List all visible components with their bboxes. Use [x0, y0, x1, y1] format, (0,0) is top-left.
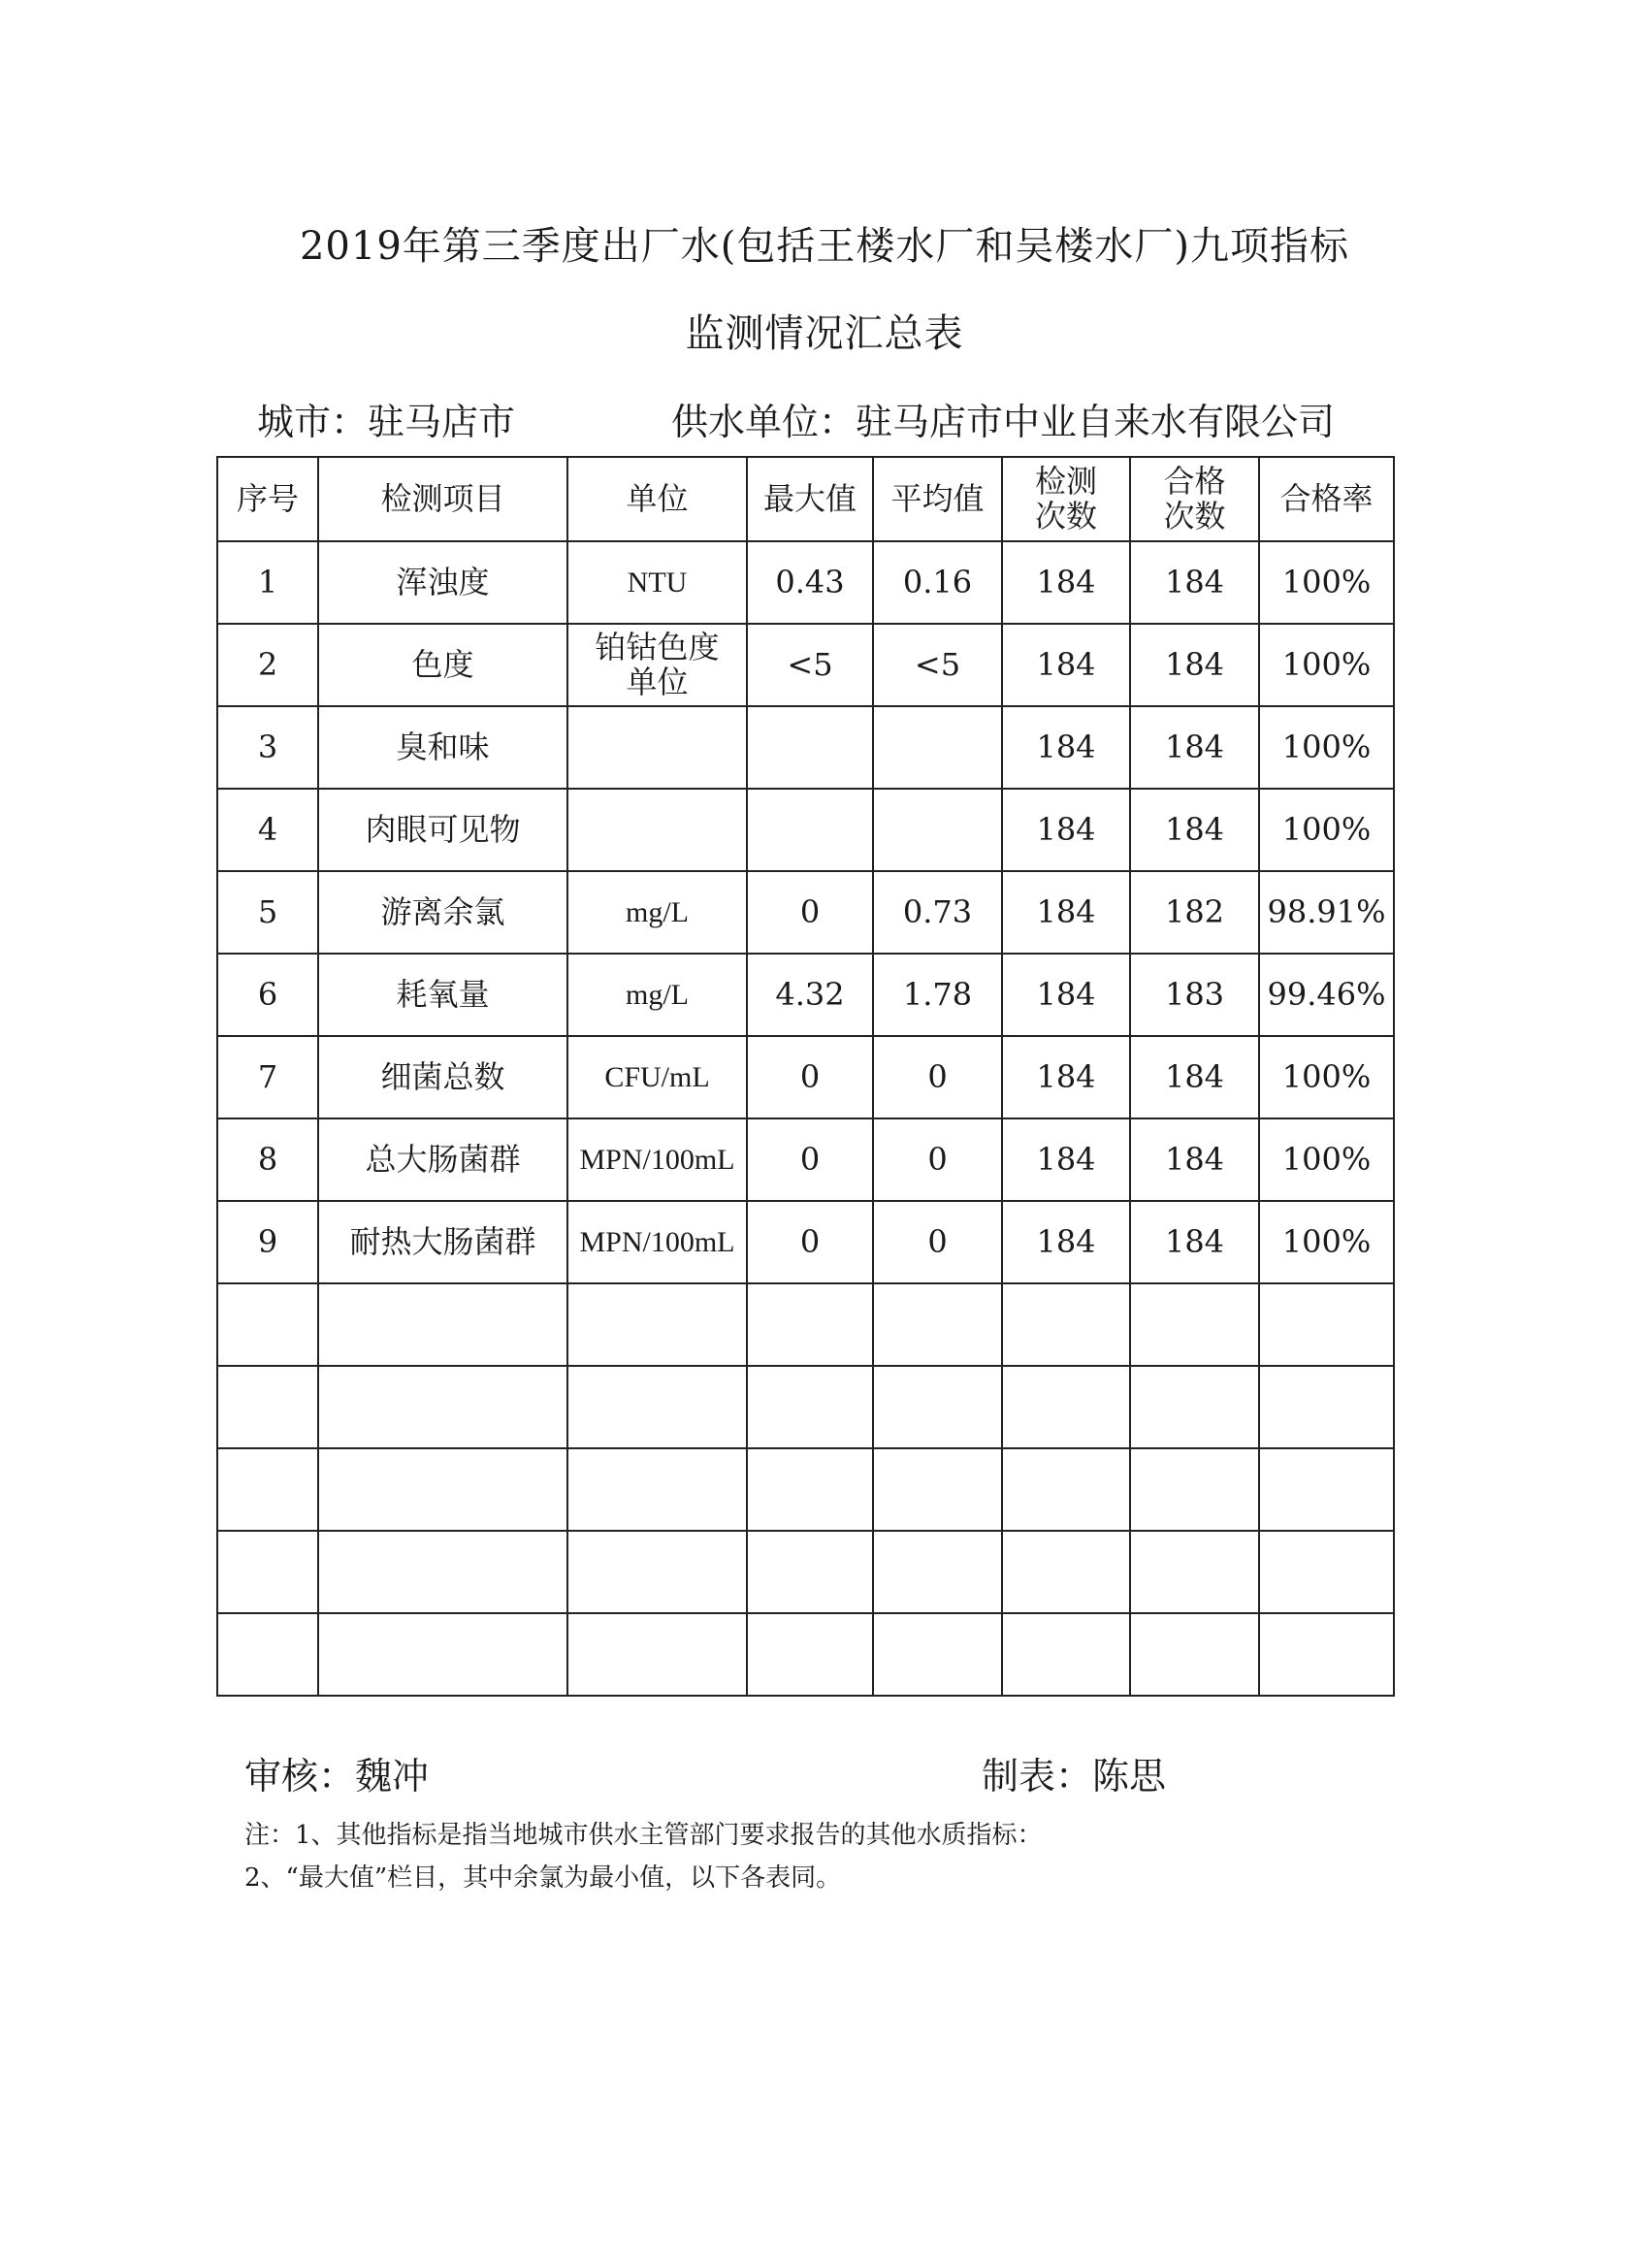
item-name: 游离余氯	[318, 871, 567, 954]
empty-cell	[1259, 1448, 1394, 1531]
empty-cell	[747, 1366, 873, 1448]
unit-cell: mg/L	[567, 954, 747, 1036]
table-row	[217, 1036, 1394, 1118]
max-value: 0	[747, 1036, 873, 1118]
empty-row	[217, 1531, 1394, 1613]
empty-row	[217, 1283, 1394, 1366]
avg-value: 0.16	[873, 541, 1002, 624]
table-row	[217, 706, 1394, 789]
empty-cell	[1002, 1283, 1130, 1366]
empty-cell	[1130, 1531, 1259, 1613]
empty-cell	[1130, 1283, 1259, 1366]
empty-cell	[1130, 1613, 1259, 1696]
test-count: 184	[1002, 954, 1130, 1036]
empty-cell	[747, 1283, 873, 1366]
item-name: 总大肠菌群	[318, 1118, 567, 1201]
pass-rate: 100%	[1259, 541, 1394, 624]
empty-cell	[567, 1366, 747, 1448]
row-number: 7	[217, 1036, 318, 1118]
item-name: 细菌总数	[318, 1036, 567, 1118]
empty-cell	[873, 1531, 1002, 1613]
pass-rate: 100%	[1259, 789, 1394, 871]
pass-rate: 100%	[1259, 1201, 1394, 1283]
max-value	[747, 789, 873, 871]
water-quality-table	[216, 456, 1395, 1697]
empty-cell	[318, 1366, 567, 1448]
test-count: 184	[1002, 1036, 1130, 1118]
empty-cell	[1259, 1613, 1394, 1696]
empty-cell	[217, 1283, 318, 1366]
item-name: 肉眼可见物	[318, 789, 567, 871]
test-count: 184	[1002, 624, 1130, 706]
empty-cell	[217, 1531, 318, 1613]
header-cell: 合格次数	[1130, 457, 1259, 541]
avg-value: 0.73	[873, 871, 1002, 954]
empty-cell	[1130, 1366, 1259, 1448]
report-subtitle: 监测情况汇总表	[685, 311, 964, 356]
table-maker-signature: 制表：陈思	[982, 1755, 1167, 1798]
empty-cell	[1002, 1613, 1130, 1696]
table-row	[217, 1118, 1394, 1201]
pass-rate: 100%	[1259, 624, 1394, 706]
table-row	[217, 954, 1394, 1036]
test-count: 184	[1002, 1118, 1130, 1201]
pass-count: 184	[1130, 1036, 1259, 1118]
test-count: 184	[1002, 706, 1130, 789]
empty-row	[217, 1613, 1394, 1696]
unit-cell: MPN/100mL	[567, 1118, 747, 1201]
pass-count: 184	[1130, 706, 1259, 789]
pass-rate: 100%	[1259, 1036, 1394, 1118]
max-value: 0	[747, 1118, 873, 1201]
pass-count: 184	[1130, 789, 1259, 871]
header-cell: 合格率	[1259, 457, 1394, 541]
empty-cell	[1259, 1366, 1394, 1448]
footnotes	[244, 1814, 1043, 1899]
empty-cell	[747, 1448, 873, 1531]
pass-count: 184	[1130, 624, 1259, 706]
table-row	[217, 871, 1394, 954]
row-number: 3	[217, 706, 318, 789]
row-number: 2	[217, 624, 318, 706]
empty-cell	[567, 1531, 747, 1613]
pass-rate: 99.46%	[1259, 954, 1394, 1036]
unit-cell: MPN/100mL	[567, 1201, 747, 1283]
pass-rate: 100%	[1259, 706, 1394, 789]
row-number: 5	[217, 871, 318, 954]
empty-cell	[1002, 1531, 1130, 1613]
max-value: 0	[747, 871, 873, 954]
empty-row	[217, 1366, 1394, 1448]
item-name: 色度	[318, 624, 567, 706]
empty-cell	[873, 1366, 1002, 1448]
header-cell: 最大值	[747, 457, 873, 541]
unit-cell	[567, 706, 747, 789]
max-value: <5	[747, 624, 873, 706]
row-number: 9	[217, 1201, 318, 1283]
empty-cell	[873, 1613, 1002, 1696]
test-count: 184	[1002, 541, 1130, 624]
max-value: 0	[747, 1201, 873, 1283]
max-value: 4.32	[747, 954, 873, 1036]
row-number: 8	[217, 1118, 318, 1201]
empty-cell	[217, 1613, 318, 1696]
avg-value: 0	[873, 1201, 1002, 1283]
row-number: 6	[217, 954, 318, 1036]
unit-cell	[567, 789, 747, 871]
max-value	[747, 706, 873, 789]
row-number: 4	[217, 789, 318, 871]
empty-cell	[747, 1613, 873, 1696]
unit-cell: 铂钴色度单位	[567, 624, 747, 706]
unit-cell: CFU/mL	[567, 1036, 747, 1118]
empty-cell	[217, 1448, 318, 1531]
pass-rate: 98.91%	[1259, 871, 1394, 954]
footnote-1: 注：1、其他指标是指当地城市供水主管部门要求报告的其他水质指标：	[244, 1821, 1043, 1850]
item-name: 臭和味	[318, 706, 567, 789]
empty-cell	[567, 1283, 747, 1366]
table-row	[217, 624, 1394, 706]
header-cell: 检测项目	[318, 457, 567, 541]
avg-value	[873, 789, 1002, 871]
city-label: 城市：驻马店市	[257, 401, 516, 443]
avg-value: 0	[873, 1118, 1002, 1201]
header-cell: 单位	[567, 457, 747, 541]
table-header-row	[217, 457, 1394, 541]
empty-cell	[1002, 1448, 1130, 1531]
item-name: 耐热大肠菌群	[318, 1201, 567, 1283]
table-row	[217, 1201, 1394, 1283]
empty-cell	[567, 1613, 747, 1696]
empty-cell	[1002, 1366, 1130, 1448]
empty-cell	[747, 1531, 873, 1613]
pass-count: 184	[1130, 1118, 1259, 1201]
empty-cell	[318, 1531, 567, 1613]
empty-cell	[318, 1613, 567, 1696]
table-row	[217, 541, 1394, 624]
row-number: 1	[217, 541, 318, 624]
pass-count: 183	[1130, 954, 1259, 1036]
empty-row	[217, 1448, 1394, 1531]
test-count: 184	[1002, 789, 1130, 871]
test-count: 184	[1002, 871, 1130, 954]
table-row	[217, 789, 1394, 871]
max-value: 0.43	[747, 541, 873, 624]
header-cell: 平均值	[873, 457, 1002, 541]
empty-cell	[1259, 1283, 1394, 1366]
header-cell: 检测次数	[1002, 457, 1130, 541]
reviewer-signature: 审核：魏冲	[244, 1755, 430, 1798]
empty-cell	[873, 1283, 1002, 1366]
empty-cell	[873, 1448, 1002, 1531]
avg-value	[873, 706, 1002, 789]
pass-count: 184	[1130, 1201, 1259, 1283]
empty-cell	[217, 1366, 318, 1448]
report-title: 2019年第三季度出厂水(包括王楼水厂和吴楼水厂)九项指标	[299, 224, 1349, 269]
avg-value: <5	[873, 624, 1002, 706]
pass-count: 184	[1130, 541, 1259, 624]
water-unit-label: 供水单位：驻马店市中业自来水有限公司	[671, 401, 1336, 443]
header-cell: 序号	[217, 457, 318, 541]
item-name: 浑浊度	[318, 541, 567, 624]
empty-cell	[318, 1448, 567, 1531]
unit-cell: mg/L	[567, 871, 747, 954]
avg-value: 0	[873, 1036, 1002, 1118]
footnote-2: 2、“最大值”栏目，其中余氯为最小值，以下各表同。	[244, 1863, 842, 1893]
empty-cell	[567, 1448, 747, 1531]
pass-count: 182	[1130, 871, 1259, 954]
pass-rate: 100%	[1259, 1118, 1394, 1201]
unit-cell: NTU	[567, 541, 747, 624]
test-count: 184	[1002, 1201, 1130, 1283]
avg-value: 1.78	[873, 954, 1002, 1036]
empty-cell	[1130, 1448, 1259, 1531]
empty-cell	[1259, 1531, 1394, 1613]
item-name: 耗氧量	[318, 954, 567, 1036]
empty-cell	[318, 1283, 567, 1366]
